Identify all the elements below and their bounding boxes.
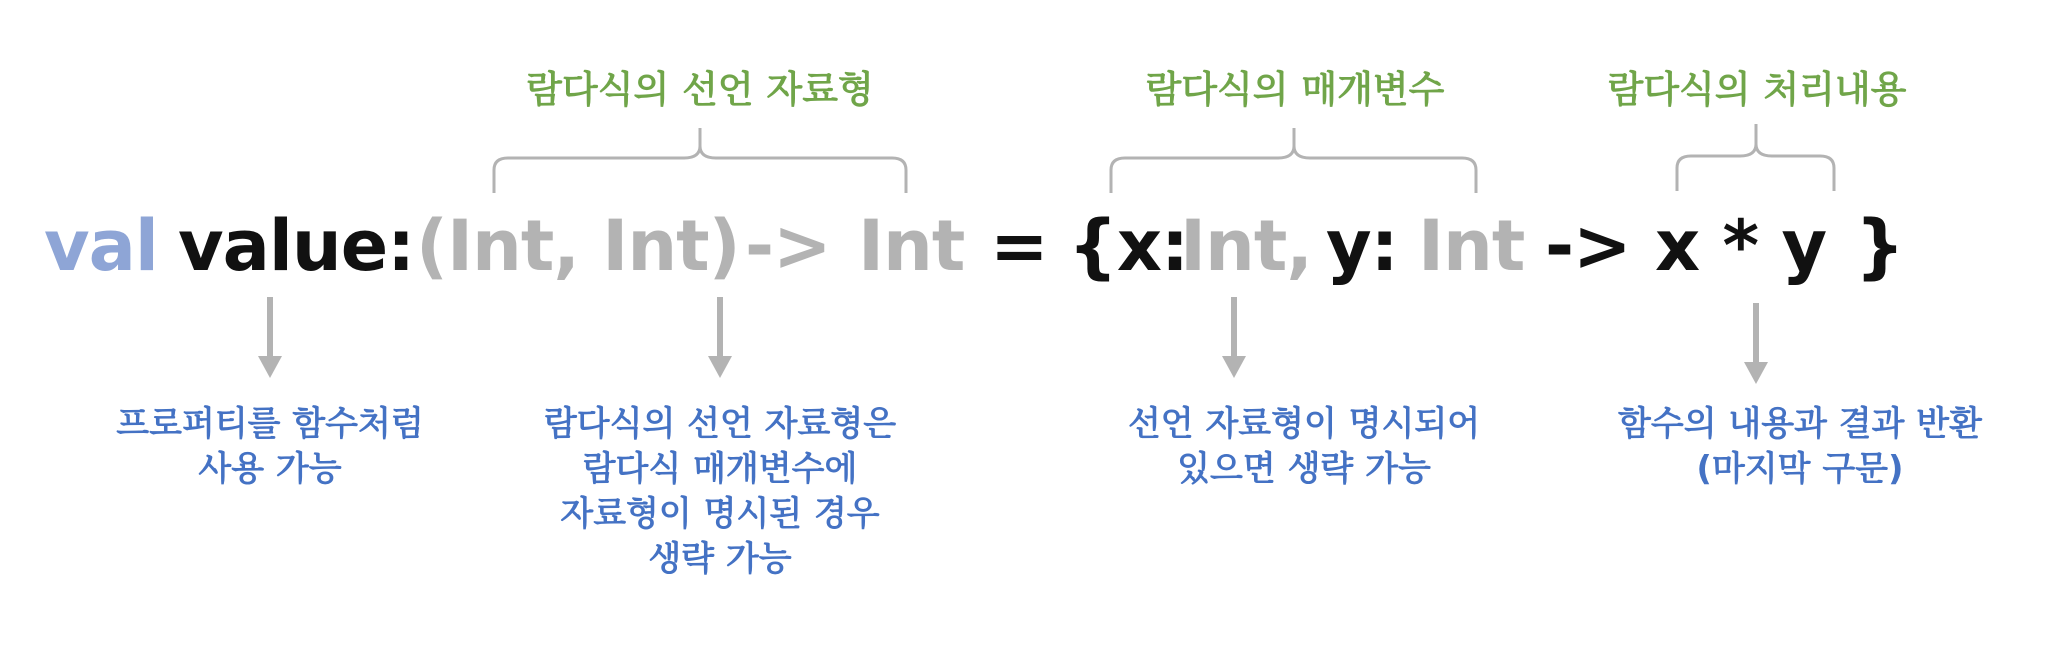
note-property <box>60 402 480 492</box>
code-body-expression: x * y <box>1655 205 1827 287</box>
code-declared-params: (Int, Int) <box>416 205 740 287</box>
code-declared-return: Int <box>858 205 965 287</box>
note-declared-type-line1: 람다식의 선언 자료형은 <box>543 404 897 444</box>
code-keyword-val: val <box>44 205 158 287</box>
code-param-type-2: Int <box>1418 205 1525 287</box>
note-body <box>1560 402 2040 492</box>
label-body: 람다식의 처리내용 <box>1607 68 1907 111</box>
note-param-type <box>1074 402 1534 492</box>
code-assign: = <box>990 205 1048 287</box>
note-body-line1: 함수의 내용과 결과 반환 <box>1618 404 1982 444</box>
note-declared-type-line3: 자료형이 명시된 경우 <box>560 494 880 534</box>
code-property-name: value: <box>178 205 415 287</box>
brace-body <box>1677 124 1834 191</box>
note-param-type-line2: 있으면 생략 가능 <box>1177 449 1431 489</box>
code-close-brace: } <box>1855 205 1904 287</box>
note-declared-type-line2: 람다식 매개변수에 <box>582 449 858 489</box>
arrow-body <box>1744 303 1768 384</box>
arrow-property <box>258 297 282 378</box>
note-declared-type <box>490 402 950 582</box>
code-param-y: y: <box>1326 205 1398 287</box>
note-param-type-line1: 선언 자료형이 명시되어 <box>1127 404 1481 444</box>
note-property-line2: 사용 가능 <box>198 449 342 489</box>
note-declared-type-line4: 생략 가능 <box>648 539 792 579</box>
brace-parameters <box>1111 128 1476 193</box>
arrow-param-type <box>1222 297 1246 378</box>
brace-declared-type <box>494 128 906 193</box>
label-parameters: 람다식의 매개변수 <box>1145 68 1445 111</box>
code-declared-arrow: -> <box>745 205 831 287</box>
label-declared-type: 람다식의 선언 자료형 <box>526 68 874 111</box>
code-open-brace-x: {x: <box>1068 205 1188 287</box>
code-param-type-1: Int, <box>1180 205 1312 287</box>
arrow-declared-type <box>708 297 732 378</box>
note-body-line2: (마지막 구문) <box>1696 449 1904 489</box>
note-property-line1: 프로퍼티를 함수처럼 <box>116 404 424 444</box>
code-body-arrow: -> <box>1545 205 1631 287</box>
